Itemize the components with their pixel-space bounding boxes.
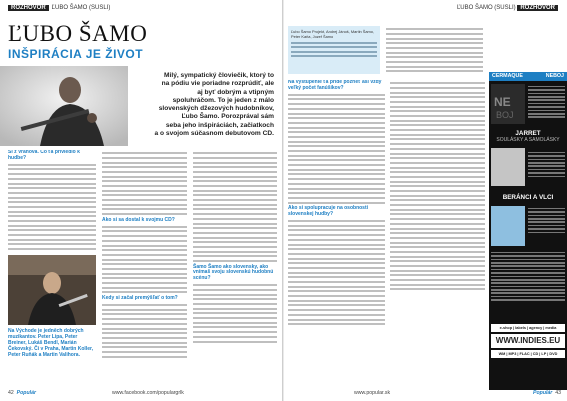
indies-url-banner[interactable]: WWW.INDIES.EU	[491, 334, 565, 348]
left-page	[0, 0, 283, 401]
article-lead: Milý, sympatický človiečik, ktorý to na pódiu vie poriadne rozprúdiť, ale aj byť dobrým a vtipným spoluhráčom. To je jeden z málo slovenských džezových hudobníkov, Ľubo Šamo. Porozprával sám seba jeho inšpiráciách, začiatkoch a o svojom súčasnom debutovom CD.	[154, 72, 274, 138]
text-column-2	[102, 150, 187, 390]
ad-jarret[interactable]: JARRET SOULÁSKY A SAMOLÁSKY	[496, 130, 560, 143]
ad-beranci[interactable]: BERÁNCI A VLCI	[502, 194, 554, 201]
article-title: ĽUBO ŠAMO	[8, 21, 148, 46]
album-cover-beranci[interactable]	[491, 206, 525, 246]
ad-text	[528, 150, 565, 179]
ad-text	[491, 250, 565, 303]
eshop-banner[interactable]: e-shop | labels | agency | media	[491, 324, 565, 332]
text-column-3	[193, 150, 277, 390]
left-footer	[8, 389, 36, 398]
formats-banner[interactable]: WM | MP3 | FLAC | CD | LP | DVD	[491, 350, 565, 358]
article-subtitle: INŠPIRÁCIA JE ŽIVOT	[8, 47, 144, 61]
magazine-logo: Populár	[16, 390, 36, 396]
right-footer	[533, 389, 561, 398]
interview-question: Si z Vranova. Čo ťa priviedlo k hudbe?	[8, 150, 80, 161]
left-page-header	[8, 4, 110, 13]
interview-question: Ako si sa dostal k svojmu CD?	[102, 216, 175, 223]
interview-question: Šamo Šamo ako slovensky, ako vnímaš svoju slovenskú hudobnú scénu?	[193, 263, 274, 282]
interview-question: Na vystúpenie ťa príde pozrieť asi vždy veľký počet fanúšikov?	[288, 80, 382, 91]
text-column-4	[288, 80, 385, 390]
text-column-top	[386, 26, 483, 76]
text-column-5	[390, 80, 485, 390]
text-column-1	[8, 150, 96, 250]
right-page-header	[457, 4, 561, 13]
section-tag: ROZHOVOR	[8, 5, 49, 11]
photo-caption: Na Východe je jedněch dobrých muzikantov. Peter Lipa, Peter Breiner, Lukáš Bendl, Marián Čekovský. Či v Praha, Martin Koller, Peter Ruňák a Martin Valihora.	[8, 328, 94, 358]
svg-text:BOJ: BOJ	[496, 110, 514, 120]
header-name: ĽUBO ŠAMO (SUSLI)	[51, 5, 111, 11]
right-page	[284, 0, 567, 401]
musician-photo	[0, 66, 128, 146]
info-box: Ľubo Šamo Projekt, Andrej Jánoš, Martin Šamo, Peter Kaňa, Jozef Šamo	[288, 26, 380, 74]
magazine-logo: Populár	[533, 390, 553, 396]
svg-text:NE: NE	[494, 95, 511, 109]
ad-sidebar	[489, 72, 567, 390]
footer-url: www.facebook.com/populargrlk	[112, 390, 184, 396]
stage-photo	[8, 255, 96, 325]
interview-question: Kedy si začal premýšľať o tom?	[102, 295, 178, 302]
page-number: 42	[8, 390, 14, 396]
page-number: 43	[555, 390, 561, 396]
ad-text	[528, 206, 565, 235]
album-cover-jarret[interactable]	[491, 148, 525, 186]
section-tag: ROZHOVOR	[517, 5, 558, 11]
footer-url: www.popular.sk	[354, 390, 391, 396]
album-cover-neboj[interactable]	[491, 84, 525, 124]
interview-question: Ako si spolupracuje na osobnosti slovenskej hudby?	[288, 205, 369, 218]
ad-section-header: CERMAQUE NEBOJ	[489, 72, 567, 81]
ad-text	[528, 84, 565, 120]
header-name: ĽUBO ŠAMO (SUSLI)	[456, 5, 516, 11]
